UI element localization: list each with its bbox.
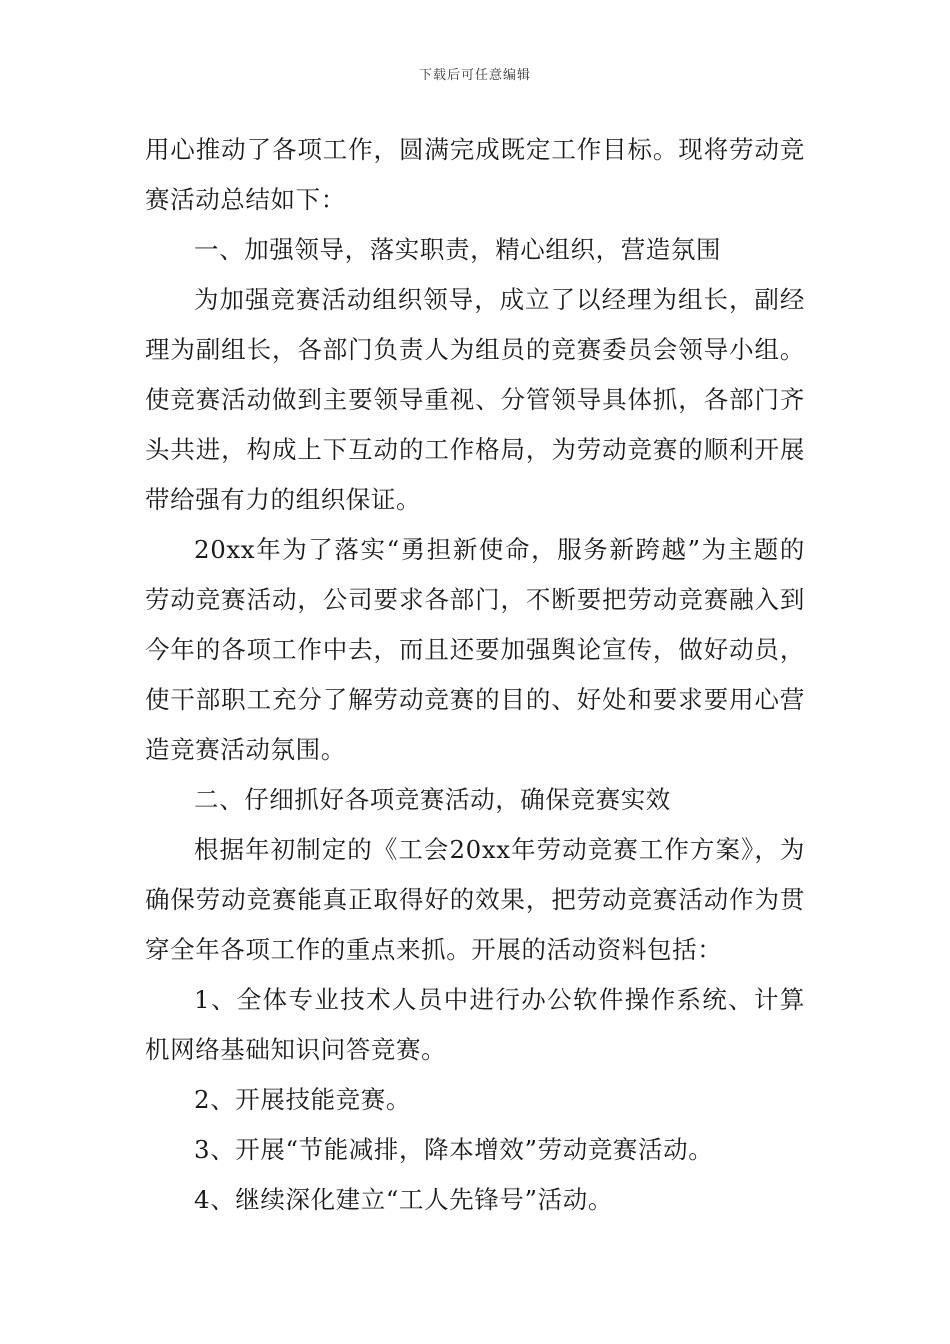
paragraph-leadership: 为加强竞赛活动组织领导，成立了以经理为组长，副经理为副组长，各部门负责人为组员的竞赛委员会领导小组。使竞赛活动做到主要领导重视、分管领导具体抓，各部门齐头共进，构成上下互动的工作格局，为劳动竞赛的顺利开展带给强有力的组织保证。 <box>145 285 805 514</box>
paragraph-intro: 用心推动了各项工作，圆满完成既定工作目标。现将劳动竞赛活动总结如下： <box>145 135 805 214</box>
list-item-1: 1、全体专业技术人员中进行办公软件操作系统、计算机网络基础知识问答竞赛。 <box>145 985 805 1064</box>
list-item-3: 3、开展“节能减排，降本增效”劳动竞赛活动。 <box>194 1135 714 1164</box>
list-item-4: 4、继续深化建立“工人先锋号”活动。 <box>194 1185 613 1214</box>
section-heading-2: 二、仔细抓好各项竞赛活动，确保竞赛实效 <box>194 785 671 814</box>
list-item-2: 2、开展技能竞赛。 <box>194 1085 411 1114</box>
paragraph-theme: 20xx年为了落实“勇担新使命，服务新跨越”为主题的劳动竞赛活动，公司要求各部门，不断要把劳动竞赛融入到今年的各项工作中去，而且还要加强舆论宣传，做好动员，使干部职工充分了解劳动竞赛的目的、好处和要求要用心营造竞赛活动氛围。 <box>145 535 805 764</box>
section-heading-1: 一、加强领导，落实职责，精心组织，营造氛围 <box>194 235 722 264</box>
paragraph-plan: 根据年初制定的《工会20xx年劳动竞赛工作方案》，为确保劳动竞赛能真正取得好的效果，把劳动竞赛活动作为贯穿全年各项工作的重点来抓。开展的活动资料包括： <box>145 835 805 964</box>
page-header-note: 下载后可任意编辑 <box>418 68 531 83</box>
document-body <box>145 125 805 1225</box>
